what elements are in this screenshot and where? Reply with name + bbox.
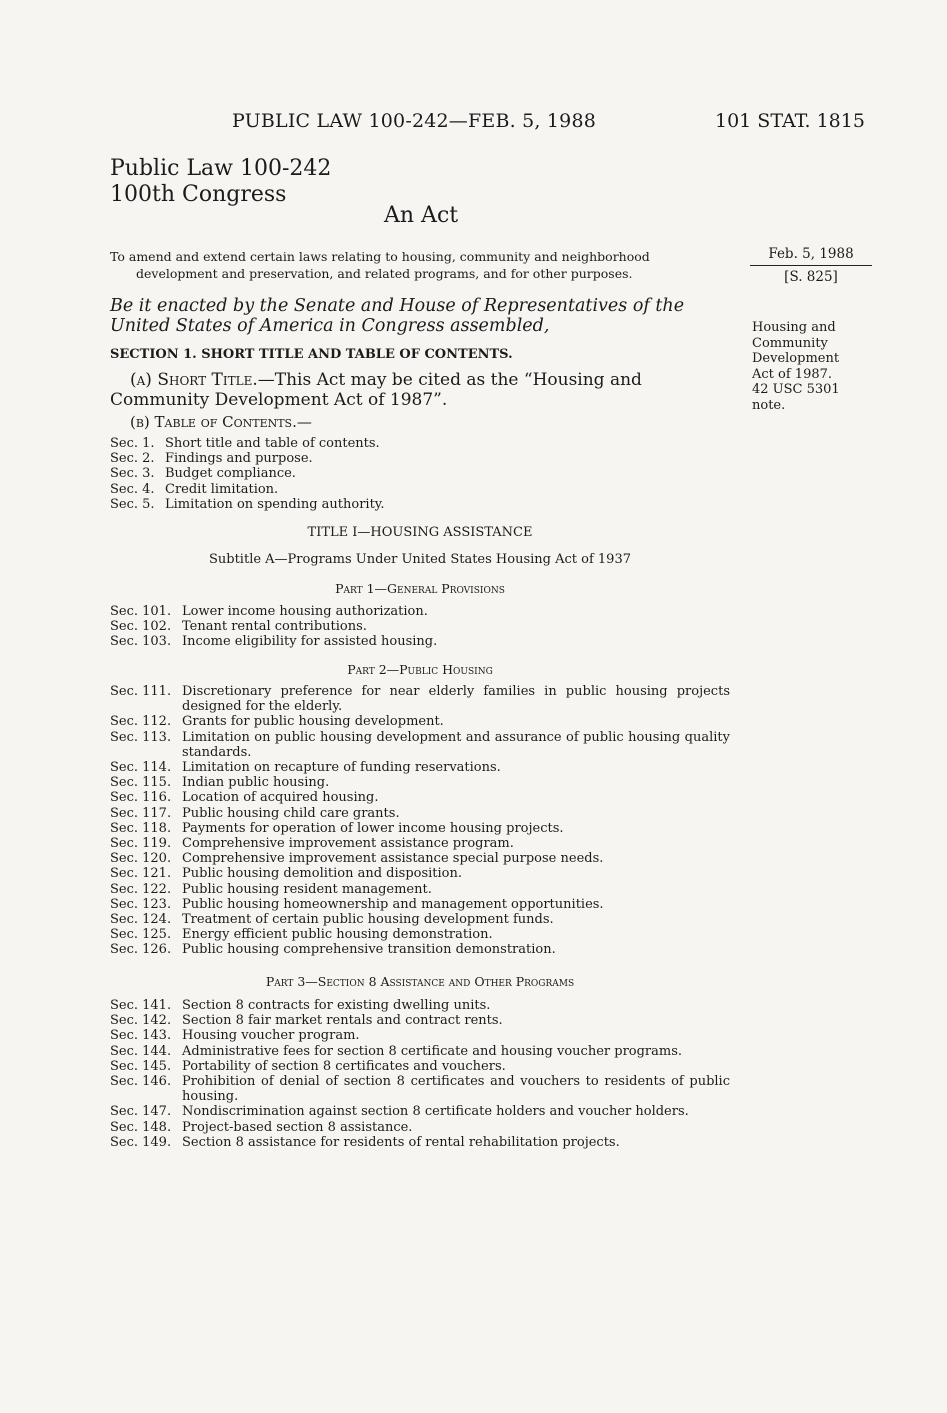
toc-entry-number: Sec. 143. bbox=[110, 1028, 172, 1044]
toc-entry-number: Sec. 141. bbox=[110, 998, 172, 1013]
toc-entry-title: Project-based section 8 assistance. bbox=[182, 1119, 413, 1135]
margin-note-line: Development bbox=[752, 351, 840, 366]
toc-entry-title: Portability of section 8 certificates and vouchers. bbox=[182, 1058, 506, 1074]
toc-entry-title: Public housing homeownership and management opportunities. bbox=[182, 896, 604, 912]
toc-entry bbox=[110, 436, 730, 451]
toc-entry-number: Sec. 3. bbox=[110, 466, 155, 482]
toc-entry-number: Sec. 142. bbox=[110, 1013, 172, 1029]
toc-entry-number: Sec. 124. bbox=[110, 912, 172, 928]
toc-entry-title: Limitation on public housing development and assurance of public housing quality standards. bbox=[182, 729, 730, 760]
toc-entry-number: Sec. 145. bbox=[110, 1058, 172, 1074]
toc-entry-number: Sec. 149. bbox=[110, 1134, 172, 1150]
toc-entry-number: Sec. 116. bbox=[110, 790, 172, 806]
part-2-heading: Part 2—Public Housing bbox=[347, 662, 493, 677]
toc-entry-title: Grants for public housing development. bbox=[182, 714, 444, 730]
margin-note bbox=[752, 320, 872, 413]
toc-entry-number: Sec. 117. bbox=[110, 805, 172, 821]
running-header: PUBLIC LAW 100-242—FEB. 5, 1988 bbox=[232, 110, 597, 132]
toc-entry-title: Administrative fees for section 8 certificate and housing voucher programs. bbox=[182, 1043, 683, 1059]
toc-entry-title: Energy efficient public housing demonstration. bbox=[182, 927, 493, 943]
toc-entry bbox=[110, 482, 730, 497]
margin-note-line: note. bbox=[752, 397, 786, 413]
toc-entry-title: Findings and purpose. bbox=[165, 451, 313, 467]
toc-entry-title: Location of acquired housing. bbox=[182, 790, 379, 806]
margin-note-line: Community bbox=[752, 335, 828, 351]
toc-entry bbox=[110, 836, 730, 851]
toc-entry-number: Sec. 146. bbox=[110, 1074, 172, 1090]
toc-entry bbox=[110, 1028, 730, 1043]
margin-note-line: 42 USC 5301 bbox=[752, 382, 840, 397]
toc-entry bbox=[110, 466, 730, 481]
toc-entry-number: Sec. 126. bbox=[110, 942, 172, 958]
toc-entry-title: Public housing child care grants. bbox=[182, 805, 400, 821]
toc-entry bbox=[110, 927, 730, 942]
toc-entry-title: Budget compliance. bbox=[165, 466, 296, 482]
enacting-clause: Be it enacted by the Senate and House of Representatives of the United States of America in Congress assembled, bbox=[110, 296, 685, 336]
toc-entry bbox=[110, 821, 730, 836]
toc-entry-number: Sec. 118. bbox=[110, 820, 172, 836]
toc-entry-title: Indian public housing. bbox=[182, 775, 330, 791]
toc-entry-number: Sec. 123. bbox=[110, 896, 172, 912]
toc-entry bbox=[110, 1104, 730, 1119]
purpose-clause bbox=[110, 248, 730, 282]
toc-entry bbox=[110, 806, 730, 821]
section-1-heading: SECTION 1. SHORT TITLE AND TABLE OF CONTENTS. bbox=[110, 347, 513, 362]
toc-entry-number: Sec. 1. bbox=[110, 436, 155, 451]
act-heading: An Act bbox=[384, 203, 459, 228]
toc-entry-number: Sec. 115. bbox=[110, 775, 172, 791]
toc-entry bbox=[110, 790, 730, 805]
toc-entry-number: Sec. 103. bbox=[110, 634, 172, 650]
toc-entry-number: Sec. 120. bbox=[110, 851, 172, 867]
toc-entry-title: Limitation on spending authority. bbox=[165, 496, 385, 512]
purpose-line-1: To amend and extend certain laws relating to housing, community and neighborhood bbox=[110, 249, 650, 264]
toc-entry-title: Credit limitation. bbox=[165, 481, 279, 497]
toc-entry-title: Comprehensive improvement assistance program. bbox=[182, 836, 514, 852]
toc-entry-title: Public housing demolition and disposition. bbox=[182, 866, 463, 882]
toc-label: (b) Table of Contents.— bbox=[130, 413, 312, 431]
toc-entry bbox=[110, 897, 730, 912]
toc-entry-title: Comprehensive improvement assistance special purpose needs. bbox=[182, 851, 604, 867]
toc-entry-number: Sec. 144. bbox=[110, 1043, 172, 1059]
margin-note-line: Act of 1987. bbox=[752, 366, 833, 382]
toc-entry-title: Section 8 fair market rentals and contract rents. bbox=[182, 1013, 503, 1029]
toc-entry bbox=[110, 604, 730, 619]
toc-entry bbox=[110, 451, 730, 466]
toc-entry-title: Section 8 contracts for existing dwelling units. bbox=[182, 998, 491, 1013]
toc-entry bbox=[110, 882, 730, 897]
toc-entry bbox=[110, 1074, 730, 1104]
toc-entry-number: Sec. 125. bbox=[110, 927, 172, 943]
toc-entry-number: Sec. 148. bbox=[110, 1119, 172, 1135]
toc-entry-number: Sec. 147. bbox=[110, 1104, 172, 1120]
toc-entry-title: Income eligibility for assisted housing. bbox=[182, 634, 438, 650]
toc-entry bbox=[110, 851, 730, 866]
toc-entry-number: Sec. 113. bbox=[110, 729, 172, 745]
toc-entry-number: Sec. 111. bbox=[110, 684, 172, 699]
toc-entry-number: Sec. 5. bbox=[110, 496, 155, 512]
toc-entry bbox=[110, 912, 730, 927]
toc-entry-number: Sec. 121. bbox=[110, 866, 172, 882]
bill-number: [S. 825] bbox=[784, 269, 838, 285]
toc-entry bbox=[110, 634, 730, 649]
toc-entry-title: Public housing resident management. bbox=[182, 881, 432, 897]
toc-entry bbox=[110, 760, 730, 775]
toc-entry bbox=[110, 775, 730, 790]
toc-entry bbox=[110, 942, 730, 957]
toc-general-list bbox=[110, 436, 730, 512]
toc-entry bbox=[110, 730, 730, 760]
toc-entry bbox=[110, 619, 730, 634]
short-title-text: This Act may be cited as the “Housing and Community Development Act of 1987”. bbox=[110, 370, 642, 410]
subtitle-heading: Subtitle A—Programs Under United States Housing Act of 1937 bbox=[208, 552, 631, 567]
toc-part-2-list bbox=[110, 684, 730, 958]
law-identifier bbox=[110, 156, 331, 208]
part-1-heading: Part 1—General Provisions bbox=[335, 581, 505, 596]
toc-entry bbox=[110, 684, 730, 714]
toc-entry-title: Payments for operation of lower income housing projects. bbox=[182, 820, 564, 836]
toc-entry bbox=[110, 1044, 730, 1059]
title-heading: TITLE I—HOUSING ASSISTANCE bbox=[307, 525, 533, 540]
toc-entry-number: Sec. 122. bbox=[110, 881, 172, 897]
purpose-line-2: development and preservation, and related programs, and for other purposes. bbox=[136, 266, 633, 281]
toc-entry-title: Housing voucher program. bbox=[182, 1028, 360, 1044]
toc-entry bbox=[110, 1013, 730, 1028]
stat-page-number: 101 STAT. 1815 bbox=[715, 110, 865, 132]
toc-entry-title: Lower income housing authorization. bbox=[182, 604, 428, 619]
margin-date-block bbox=[750, 246, 872, 285]
toc-entry-number: Sec. 4. bbox=[110, 481, 155, 497]
enactment-date: Feb. 5, 1988 bbox=[750, 246, 872, 266]
toc-entry bbox=[110, 1059, 730, 1074]
toc-entry-title: Treatment of certain public housing development funds. bbox=[182, 912, 554, 928]
toc-part-3-list bbox=[110, 998, 730, 1150]
short-title-paragraph bbox=[110, 370, 730, 410]
congress-number: 100th Congress bbox=[110, 182, 287, 207]
toc-entry-title: Discretionary preference for near elderly families in public housing projects designed for the elderly. bbox=[182, 684, 730, 715]
toc-entry-number: Sec. 101. bbox=[110, 604, 172, 619]
toc-entry-title: Public housing comprehensive transition demonstration. bbox=[182, 942, 556, 958]
short-title-label: (a) Short Title.— bbox=[130, 370, 275, 390]
toc-entry-title: Prohibition of denial of section 8 certificates and vouchers to residents of public housing. bbox=[182, 1074, 730, 1105]
toc-entry bbox=[110, 497, 730, 512]
toc-entry-number: Sec. 114. bbox=[110, 760, 172, 776]
toc-entry-title: Nondiscrimination against section 8 certificate holders and voucher holders. bbox=[182, 1104, 689, 1120]
toc-entry-title: Limitation on recapture of funding reservations. bbox=[182, 760, 501, 776]
toc-entry bbox=[110, 1135, 730, 1150]
toc-entry-title: Tenant rental contributions. bbox=[182, 619, 367, 635]
part-3-heading: Part 3—Section 8 Assistance and Other Programs bbox=[265, 974, 575, 989]
toc-entry-number: Sec. 102. bbox=[110, 619, 172, 635]
toc-entry-title: Short title and table of contents. bbox=[165, 436, 380, 451]
margin-note-line: Housing and bbox=[752, 320, 836, 335]
toc-entry-number: Sec. 119. bbox=[110, 836, 172, 852]
toc-entry bbox=[110, 866, 730, 881]
toc-entry-number: Sec. 112. bbox=[110, 714, 172, 730]
law-number: Public Law 100-242 bbox=[110, 156, 332, 181]
toc-entry-title: Section 8 assistance for residents of rental rehabilitation projects. bbox=[182, 1134, 620, 1150]
toc-entry bbox=[110, 998, 730, 1013]
toc-entry bbox=[110, 714, 730, 729]
toc-entry bbox=[110, 1120, 730, 1135]
toc-entry-number: Sec. 2. bbox=[110, 451, 155, 467]
toc-part-1-list bbox=[110, 604, 730, 650]
